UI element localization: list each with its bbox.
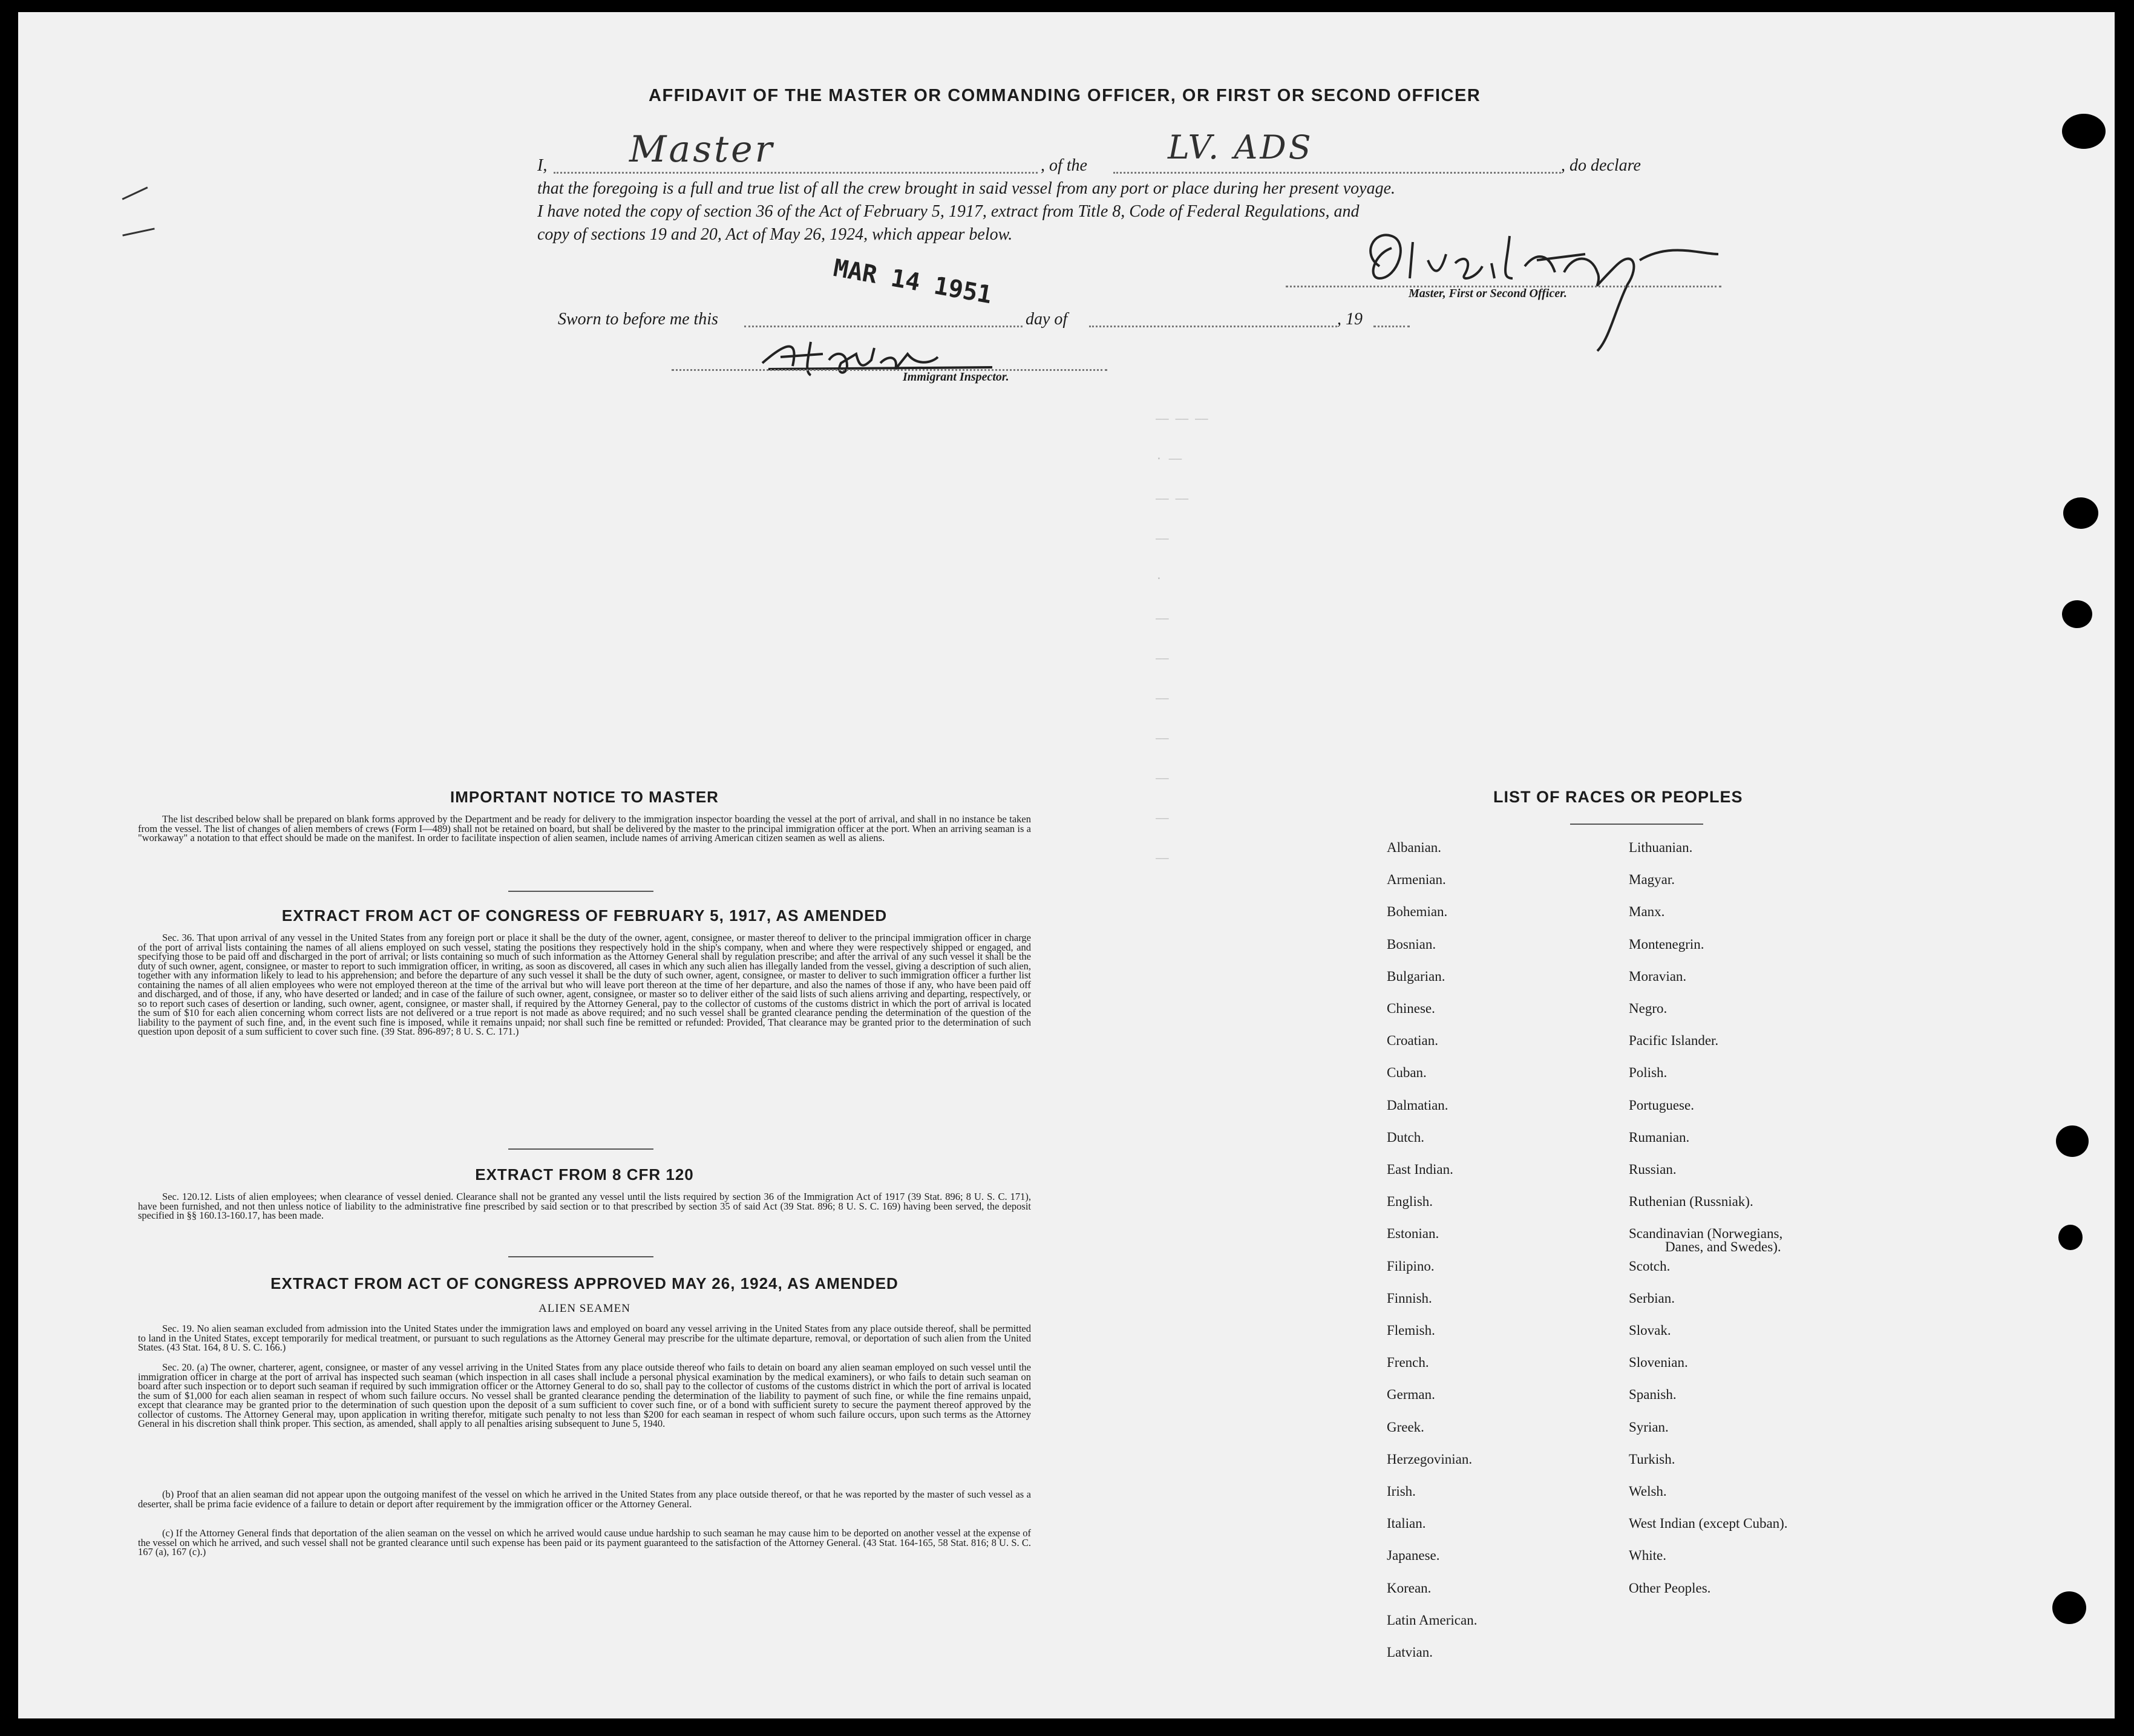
race-item: Herzegovinian. (1387, 1451, 1473, 1467)
edge-mark (122, 228, 154, 236)
race-item: Latin American. (1387, 1612, 1478, 1628)
race-item: White. (1629, 1548, 1666, 1564)
inspector-caption: Immigrant Inspector. (903, 370, 1009, 384)
document-sheet (18, 12, 2115, 1718)
sworn-month-line (1089, 326, 1337, 327)
day-of-label: day of (1026, 310, 1068, 329)
race-item: Greek. (1387, 1419, 1424, 1435)
race-item: Welsh. (1629, 1484, 1667, 1499)
race-item: Negro. (1629, 1001, 1668, 1016)
race-item: Bulgarian. (1387, 968, 1445, 984)
declaration-line-2: that the foregoing is a full and true list of all the crew brought in said vessel from any port or place during her present voyage. (537, 179, 1396, 198)
race-item: Finnish. (1387, 1290, 1432, 1306)
extract-1924-sec20c: (c) If the Attorney General finds that deportation of the alien seaman on the vessel on which he arrived would cause undue hardship to such seaman he may cause him to be deported on another vessel at the expense of the vessel on which he arrived, and such vessel shall not be granted clearance until such expense has been paid or its payment guaranteed to the satisfaction of the Attorney General. (43 Stat. 164-165, 58 Stat. 816; 8 U. S. C. 167 (a), 167 (c).) (138, 1527, 1031, 1557)
race-item: Montenegrin. (1629, 936, 1704, 952)
section-divider (508, 1256, 653, 1257)
race-item: Bosnian. (1387, 936, 1436, 952)
races-title: LIST OF RACES OR PEOPLES (1493, 788, 1743, 806)
race-item: Dalmatian. (1387, 1097, 1448, 1113)
do-declare-label: , do declare (1561, 156, 1641, 175)
race-item: East Indian. (1387, 1162, 1453, 1177)
section-divider (508, 891, 653, 892)
race-item: Filipino. (1387, 1258, 1435, 1274)
sworn-label: Sworn to before me this (558, 310, 718, 329)
declaration-line-4: copy of sections 19 and 20, Act of May 26, 1924, which appear below. (537, 225, 1013, 244)
race-item: Japanese. (1387, 1548, 1440, 1564)
extract-1924-sec20b: (b) Proof that an alien seaman did not appear upon the outgoing manifest of the vessel on which he arrived in the United States from any place outside thereof, or that he was reported by the master of such vessel as a deserter, shall be prima facie evidence of a failure to detain or deport after requirement by the immigration officer or the Attorney General. (138, 1489, 1031, 1510)
race-item: Korean. (1387, 1580, 1432, 1596)
race-item: Croatian. (1387, 1033, 1438, 1049)
race-item: Pacific Islander. (1629, 1033, 1719, 1049)
affidavit-title: AFFIDAVIT OF THE MASTER OR COMMANDING OFFICER, OR FIRST OR SECOND OFFICER (649, 86, 1481, 105)
punch-hole (2062, 600, 2092, 628)
race-item: Portuguese. (1629, 1097, 1694, 1113)
race-item: Dutch. (1387, 1129, 1424, 1145)
race-item: Estonian. (1387, 1226, 1439, 1242)
race-item: Polish. (1629, 1065, 1668, 1081)
punch-hole (2062, 114, 2106, 149)
race-item: Moravian. (1629, 968, 1687, 984)
date-stamp: MAR 14 1951 (831, 254, 994, 310)
race-item: Scotch. (1629, 1258, 1671, 1274)
cfr-title: EXTRACT FROM 8 CFR 120 (475, 1165, 694, 1184)
race-item: Syrian. (1629, 1419, 1669, 1435)
notice-title: IMPORTANT NOTICE TO MASTER (450, 788, 719, 806)
punch-hole (2052, 1591, 2086, 1624)
of-the-label: , of the (1041, 156, 1087, 175)
race-item: Manx. (1629, 904, 1665, 920)
race-item: Flemish. (1387, 1323, 1435, 1338)
race-item: Magyar. (1629, 872, 1675, 888)
edge-mark (122, 186, 148, 200)
extract-1917-body: Sec. 36. That upon arrival of any vessel in the United States from any foreign port or place it shall be the duty of the owner, agent, consignee, or master thereof to deliver to the principal immigration officer in charge of the port of arrival lists containing the names of all aliens employed on such vessel, stating the positions they respectively hold in the ship's company, when and where they were respectively shipped or engaged, and specifying those to be paid off and discharged in the port of arrival; or lists containing so much of such information as the Attorney General shall by regulation prescribe; and after the arrival of any such vessel it shall be the duty of such owner, agent, consignee, or master to report to such immigration officer, in writing, as soon as discovered, all cases in which any such alien has illegally landed from the vessel, giving a description of such alien, together with any information likely to lead to his apprehension; and before the departure of any such vessel it shall be the duty of such owner, agent, consignee, or master to deliver to such immigration officer a further list containing the names of all alien employees who were not employed thereon at the time of the arrival but who will leave port thereon at the time of her departure, and also the names of those if any, who have been paid off and discharged, and of those, if any, who have deserted or landed; and in case of the failure of such owner, agent, consignee, or master so to deliver either of the said lists of such aliens arriving and departing, respectively, or so to report such cases of desertion or landing, such owner, agent, consignee, or master shall, if required by the Attorney General, pay to the collector of customs of the customs district in which the port of arrival is located the sum of $10 for each alien concerning whom correct lists are not delivered or a true report is not made as above required; and no such vessel shall be granted clearance pending the determination of the question of the liability to the payment of such fine, and, in the event such fine is imposed, while it remains unpaid; nor shall such fine be remitted or refunded: Provided, That clearance may be granted prior to the determination of such question upon deposit of a sum sufficient to cover such fine. (39 Stat. 896-897; 8 U. S. C. 171.) (138, 932, 1031, 1037)
show-through-marks: —— —— —— · —— —— —— —— · —— —— —— —— —— —— —— (1156, 413, 1208, 865)
extract-1924-sec20a: Sec. 20. (a) The owner, charterer, agent, consignee, or master of any vessel arriving in the United States from any place outside thereof who fails to detain on board any alien seaman employed on such vessel until the immigration officer in charge at the port of arrival has inspected such seaman (which inspection in all cases shall include a personal physical examination by the medical examiners), or who fails to detain such seaman on board after such inspection or to deport such seaman if required by such immigration officer or the Attorney General to do so, shall pay to the collector of customs of the customs district in which the port of arrival is located the sum of $1,000 for each alien seaman in respect of whom such failure occurs. No vessel shall be granted clearance pending the determination of the liability to payment of such fine, or while the fine remains unpaid, except that clearance may be granted prior to the determination of such question upon the deposit of a sum sufficient to cover such fine, or of a bond with sufficient surety to secure the payment thereof approved by the collector of customs. The Attorney General may, upon application in writing therefor, mitigate such penalty to not less than $200 for each seaman in respect of whom such failure occurs, upon such terms as the Attorney General in his discretion shall think proper. This section, as amended, shall apply to all penalties arising subsequent to June 5, 1940. (138, 1361, 1031, 1429)
race-item: Danes, and Swedes). (1665, 1239, 1781, 1255)
race-item: Bohemian. (1387, 904, 1448, 920)
extract-1917-title: EXTRACT FROM ACT OF CONGRESS OF FEBRUARY 5, 1917, AS AMENDED (281, 906, 888, 925)
race-item: Armenian. (1387, 872, 1446, 888)
race-item: German. (1387, 1387, 1435, 1403)
race-item: Chinese. (1387, 1001, 1435, 1016)
race-item: Lithuanian. (1629, 840, 1693, 855)
extract-1924-subtitle: ALIEN SEAMEN (538, 1302, 630, 1315)
handwritten-vessel: LV. ADS (1168, 128, 1314, 166)
race-item: Albanian. (1387, 840, 1442, 855)
race-item: Russian. (1629, 1162, 1677, 1177)
name-line (554, 172, 1038, 174)
punch-hole (2056, 1125, 2089, 1157)
race-item: Other Peoples. (1629, 1580, 1711, 1596)
race-item: Spanish. (1629, 1387, 1677, 1403)
race-item: Ruthenian (Russniak). (1629, 1194, 1753, 1210)
inspector-sign-line (672, 369, 1107, 371)
race-item: French. (1387, 1355, 1429, 1371)
vessel-line (1113, 172, 1561, 174)
race-item: Slovenian. (1629, 1355, 1688, 1371)
race-item: Cuban. (1387, 1065, 1427, 1081)
extract-1924-title: EXTRACT FROM ACT OF CONGRESS APPROVED MAY 26, 1924, AS AMENDED (270, 1274, 898, 1292)
declaration-line-3: I have noted the copy of section 36 of the Act of February 5, 1917, extract from Title 8, Code of Federal Regulations, and (537, 202, 1360, 221)
cfr-body: Sec. 120.12. Lists of alien employees; when clearance of vessel denied. Clearance shall not be granted any vessel until the lists required by section 36 of the Immigration Act of 1917 (39 Stat. 896; 8 U. S. C. 171), have been furnished, and not then unless notice of liability to the administrative fine prescribed by said section or to that prescribed by section 35 of said Act (39 Stat. 896; 8 U. S. C. 169) having been served, the deposit specified in §§ 160.13-160.17, has been made. (138, 1191, 1031, 1221)
master-caption: Master, First or Second Officer. (1409, 287, 1567, 300)
race-item: English. (1387, 1194, 1433, 1210)
race-item: Turkish. (1629, 1451, 1675, 1467)
punch-hole (2063, 497, 2098, 529)
race-item: Serbian. (1629, 1290, 1675, 1306)
year-prefix: , 19 (1337, 310, 1363, 329)
notice-body: The list described below shall be prepared on blank forms approved by the Department and be ready for delivery to the immigration inspector boarding the vessel at the port of arrival, and shall in no instance be taken from the vessel. The list of changes of alien members of crews (Form I—489) shall not be retained on board, but shall be delivered by the master to the principal immigration officer at the port. When an arriving seaman is a "workaway" a notation to that effect should be made on the manifest. In order to facilitate inspection of alien seamen, include names of arriving American citizen seamen as well as aliens. (138, 813, 1031, 843)
handwritten-name: Master (629, 128, 775, 171)
declaration-i-label: I, (537, 156, 548, 175)
extract-1924-sec19: Sec. 19. No alien seaman excluded from admission into the United States under the immigration laws and employed on board any vessel arriving in the United States from any place outside thereof, shall be permitted to land in the United States, except temporarily for medical treatment, or pursuant to such regulations as the Attorney General may prescribe for the ultimate departure, removal, or deportation of such alien from the United States. (43 Stat. 164, 8 U. S. C. 166.) (138, 1323, 1031, 1353)
race-item: Latvian. (1387, 1645, 1433, 1660)
race-item: Italian. (1387, 1516, 1426, 1531)
sworn-day-line (744, 326, 1023, 327)
races-title-rule (1570, 824, 1703, 825)
race-item: West Indian (except Cuban). (1629, 1516, 1788, 1531)
punch-hole (2058, 1225, 2083, 1250)
race-item: Rumanian. (1629, 1129, 1690, 1145)
race-item: Scandinavian (Norwegians, (1629, 1226, 1783, 1242)
sworn-year-line (1373, 326, 1410, 327)
section-divider (508, 1148, 653, 1150)
race-item: Slovak. (1629, 1323, 1671, 1338)
race-item: Irish. (1387, 1484, 1416, 1499)
